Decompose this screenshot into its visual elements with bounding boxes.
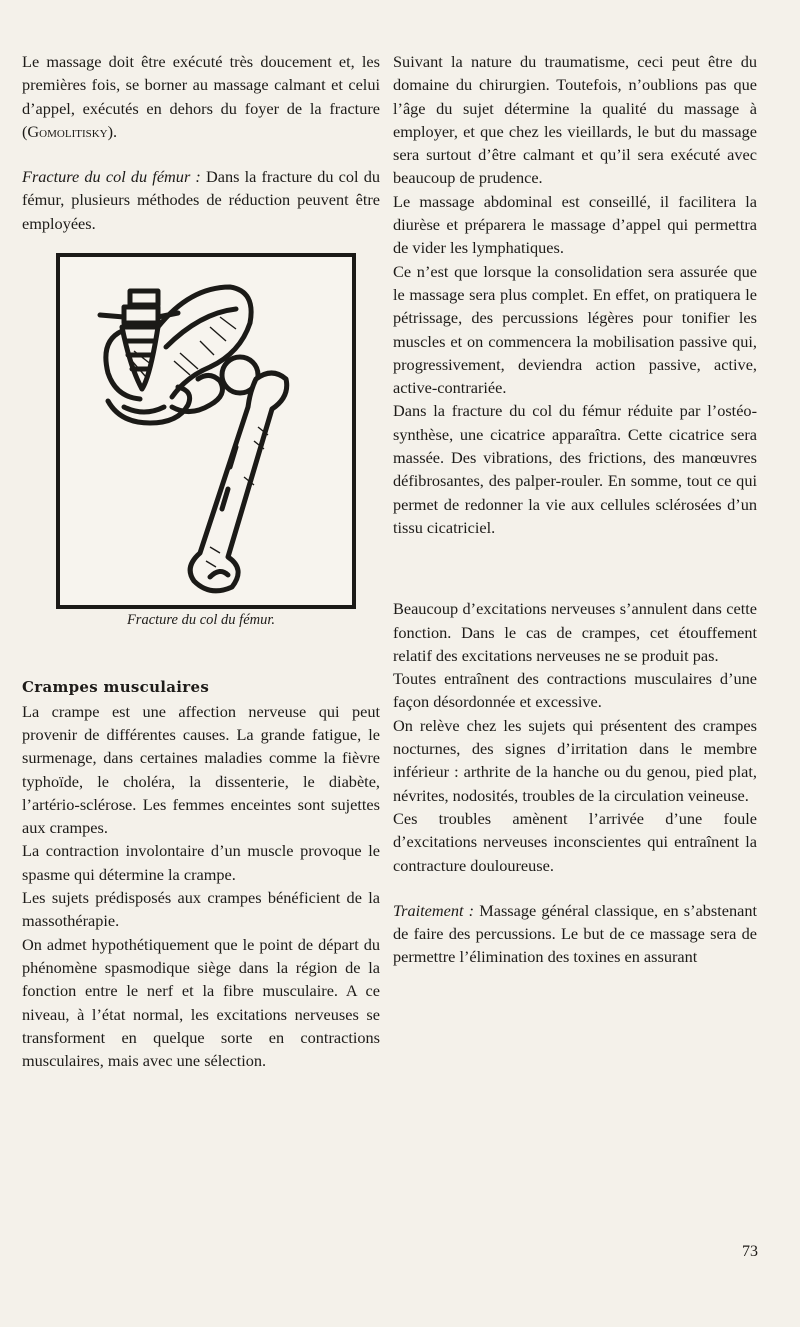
paragraph-contractions: Toutes entraînent des contractions musculaires d’une façon désordonnée et excessive. bbox=[393, 669, 757, 712]
subsection-title: Traitement : bbox=[393, 900, 475, 920]
text-span: ). bbox=[107, 121, 118, 141]
figure-caption: Fracture du col du fémur. bbox=[126, 612, 276, 629]
paragraph-contraction: La contraction involontaire d’un muscle provoque le spasme qui détermine la crampe. bbox=[22, 841, 380, 884]
text-span: Massage général classique, en s’abstenant de faire des percussions. Le but de ce massage sera de permettre l’élimination des toxines en assurant bbox=[393, 900, 757, 967]
author-name: Gomolitisky bbox=[27, 121, 108, 141]
paragraph-abdominal: Le massage abdominal est conseillé, il facilitera la diurèse et préparera le massage d’appel qui permettra de vider les lymphatiques. bbox=[393, 191, 757, 258]
femur-illustration bbox=[56, 253, 356, 609]
paragraph-trauma: Suivant la nature du traumatisme, ceci peut être du domaine du chirurgien. Toutefois, n’oublions pas que l’âge du sujet détermine la qualité du massage à employer, et que chez les vieillards, le but du massage sera surtout d’être calmant et qu’il sera exécuté avec beaucoup de prudence. bbox=[393, 52, 757, 188]
paragraph-consolidation: Ce n’est que lorsque la consolidation sera assurée que le massage sera plus complet. En effet, on pratiquera le pétrissage, des percussions légères pour tonifier les muscles et on commencera la mobilisation passive qui, progressivement, deviendra action passive, active, active-contrariée. bbox=[393, 261, 757, 398]
paragraph-femur-fracture bbox=[22, 165, 380, 235]
text-span: Dans la fracture du col du fémur, plusieurs méthodes de réduction peuvent être employées. bbox=[22, 167, 380, 233]
paragraph-excitations: Beaucoup d’excitations nerveuses s’annulent dans cette fonction. Dans le cas de crampes, cet étouffement relatif des excitations nerveuses ne se produit pas. bbox=[393, 599, 757, 665]
femur-drawing bbox=[60, 257, 352, 605]
left-column bbox=[22, 50, 380, 1072]
text-span: Le massage doit être exécuté très doucement et, les premières fois, se borner au massage calmant et celui d’appel, exécutés en dehors du foyer de la fracture bbox=[22, 52, 380, 118]
paragraph-predisposed: Les sujets prédisposés aux crampes bénéficient de la massothérapie. bbox=[22, 888, 380, 931]
paragraph-troubles: Ces troubles amènent l’arrivée d’une foule d’excitations nerveuses inconscientes qui entraînent la contracture douloureuse. bbox=[393, 808, 757, 875]
paragraph-crampe-causes: La crampe est une affection nerveuse qui peut provenir de différentes causes. La grande fatigue, le surmenage, dans certaines maladies comme la fièvre typhoïde, le choléra, la dissenterie, le diabète, l’artério-sclérose. Les femmes enceintes sont sujettes aux crampes. bbox=[22, 701, 380, 838]
paragraph-treatment bbox=[393, 899, 757, 969]
right-column bbox=[393, 50, 757, 969]
paragraph-hypothesis: On admet hypothétiquement que le point de départ du phénomène spasmodique siège dans la région de la fonction entre le nerf et la fibre musculaire. A ce niveau, à l’état normal, les excitations nerveuses se transforment en quelque sorte en contractions musculaires, mais avec une sélection. bbox=[22, 934, 380, 1071]
subsection-title: Fracture du col du fémur : bbox=[22, 167, 201, 187]
section-heading: Crampes musculaires bbox=[22, 678, 210, 697]
page-number: 73 bbox=[742, 1243, 758, 1260]
paragraph-nocturnal: On relève chez les sujets qui présentent des crampes nocturnes, des signes d’irritation dans le membre inférieur : arthrite de la hanche ou du genou, pied plat, névrites, nodosités, troubles de la circulation veineuse. bbox=[393, 715, 757, 805]
paragraph-massage-intro: Le massage doit être exécuté très doucement et, les premières fois, se borner au massage calmant et celui d’appel, exécutés en dehors du foyer de la fracture (Gomolitisky). bbox=[22, 52, 380, 141]
paragraph-scar: Dans la fracture du col du fémur réduite par l’ostéo-synthèse, une cicatrice apparaîtra. Cette cicatrice sera massée. Des vibrations, des frictions, des manœuvres défibrosantes, des palper-rouler. En somme, tout ce qui permet de redonner la vie aux cellules sclérosées d’un tissu cicatriciel. bbox=[393, 401, 757, 537]
